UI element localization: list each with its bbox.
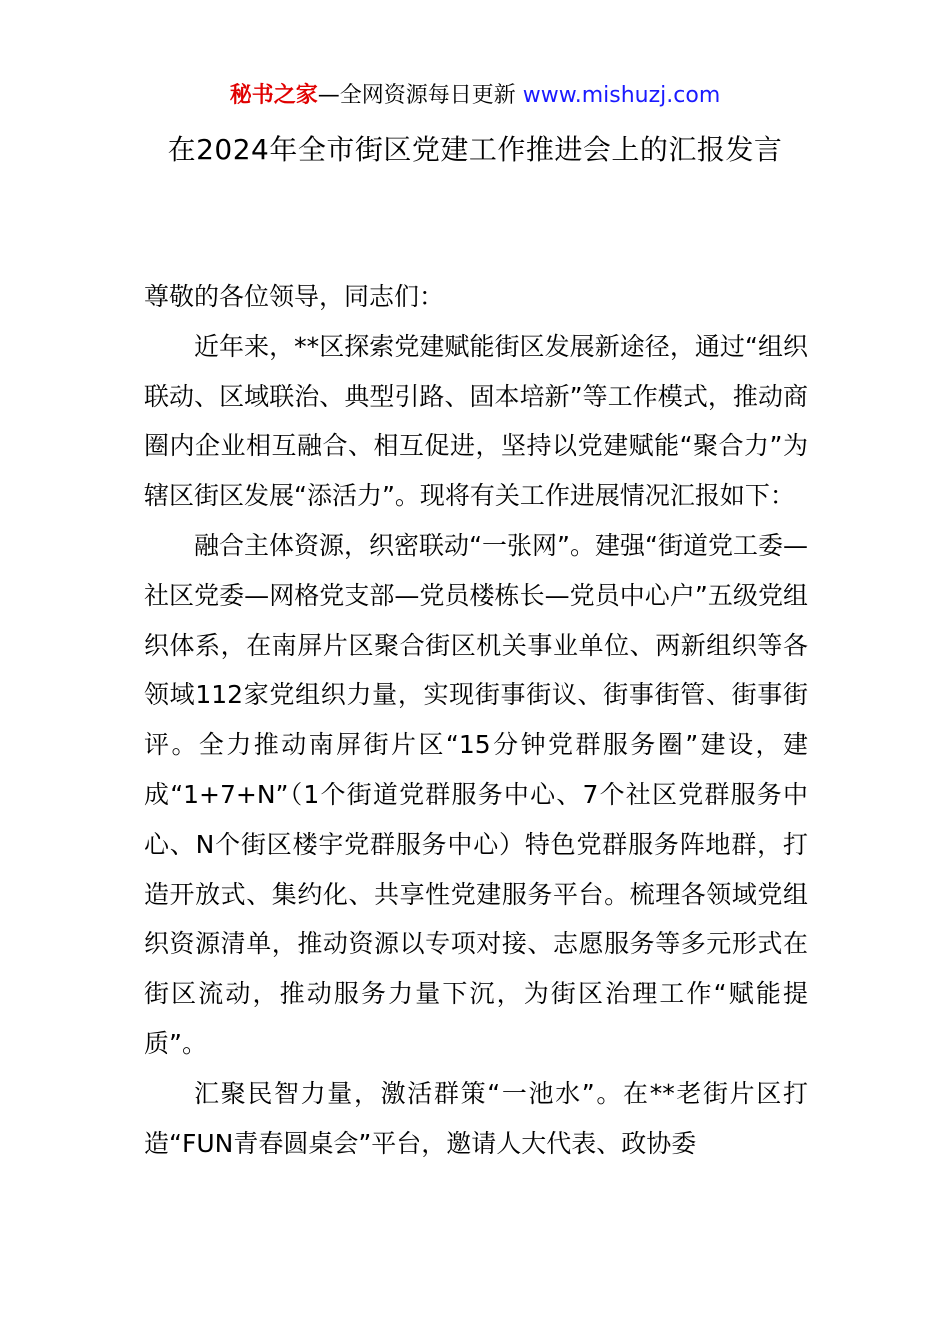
salutation: 尊敬的各位领导，同志们： (144, 282, 445, 311)
site-brand: 秘书之家 (229, 83, 318, 108)
site-url-link[interactable]: www.mishuzj.com (522, 83, 721, 108)
paragraph-resources: 融合主体资源，织密联动“一张网”。建强“街道党工委—社区党委—网格党支部—党员楼栋长—党员中心户”五级党组织体系，在南屏片区聚合街区机关事业单位、两新组织等各领域112家党组织力量，实现街事街议、街事街管、街事街评。全力推动南屏街片区“15分钟党群服务圈”建设，建成“1+7+N”（1个街道党群服务中心、7个社区党群服务中心、N个街区楼宇党群服务中心）特色党群服务阵地群，打造开放式、集约化、共享性党建服务平台。梳理各领域党组织资源清单，推动资源以专项对接、志愿服务等多元形式在街区流动，推动服务力量下沉，为街区治理工作“赋能提质”。 (144, 530, 808, 1058)
site-tagline: —全网资源每日更新 (317, 83, 516, 108)
document-title: 在2024年全市街区党建工作推进会上的汇报发言 (167, 133, 783, 166)
document-body (144, 272, 808, 1168)
paragraph-intro: 近年来，**区探索党建赋能街区发展新途径，通过“组织联动、区域联治、典型引路、固本培新”等工作模式，推动商圈内企业相互融合、相互促进，坚持以党建赋能“聚合力”为辖区街区发展“添活力”。现将有关工作进展情况汇报如下： (144, 331, 808, 511)
site-header (0, 80, 950, 112)
paragraph-wisdom: 汇聚民智力量，激活群策“一池水”。在**老街片区打造“FUN青春圆桌会”平台，邀请人大代表、政协委 (144, 1078, 808, 1158)
